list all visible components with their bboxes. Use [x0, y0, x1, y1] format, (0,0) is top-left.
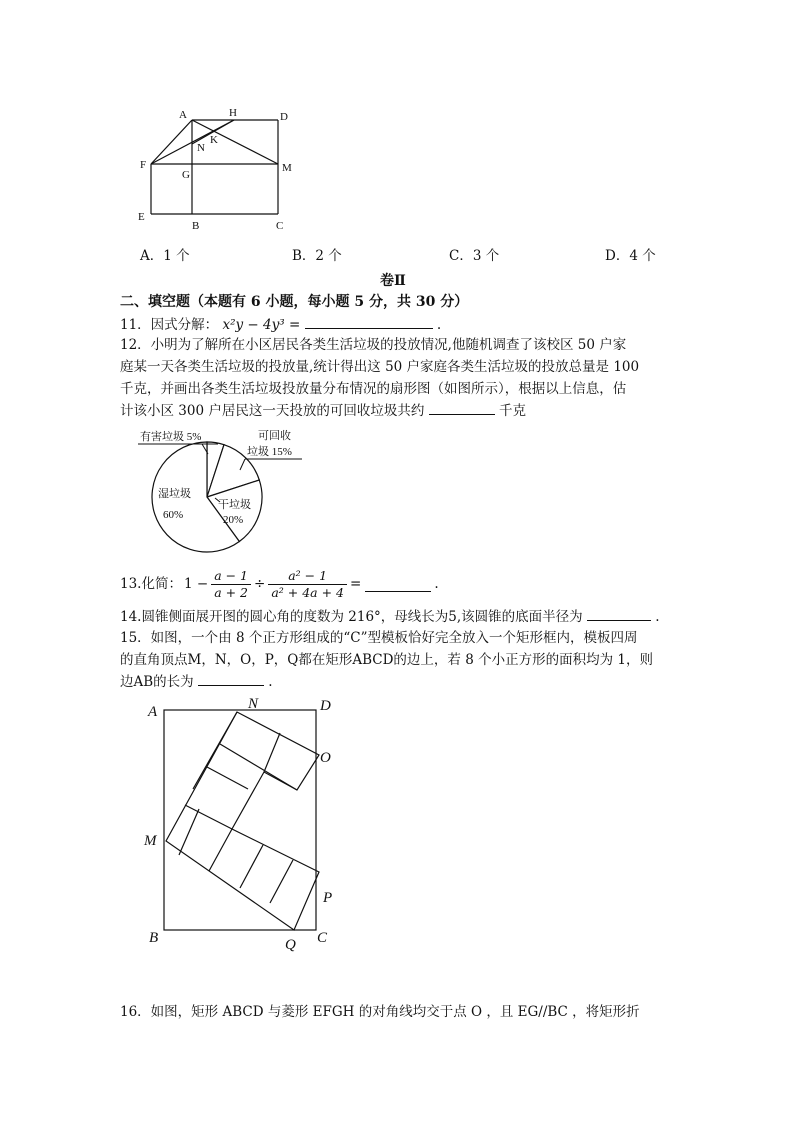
q13-equals: =: [350, 576, 362, 592]
q12-answer-blank[interactable]: [429, 400, 495, 415]
q11-suffix: .: [436, 317, 442, 333]
q13-prefix: 13.化简：: [120, 576, 182, 592]
q11-expression: x²y − 4y³ =: [222, 317, 301, 333]
grid-line-2: [220, 744, 297, 790]
q15-line-3-suffix: .: [268, 674, 273, 690]
q13-fraction-1-denominator: a + 2: [214, 584, 249, 600]
volume-title: 卷Ⅱ: [380, 273, 406, 289]
grid-line-9: [270, 860, 293, 903]
label-D: D: [320, 698, 331, 714]
q13-divide-sign: ÷: [254, 576, 266, 592]
label-C: C: [276, 220, 284, 232]
label-F: F: [140, 159, 147, 171]
q12-line-2: 庭某一天各类生活垃圾的投放量,统计得出这 50 户家庭各类生活垃圾的投放总量是 100: [120, 359, 640, 375]
q15-line-1: 15．如图，一个由 8 个正方形组成的“C”型模板恰好完全放入一个矩形框内，模板四周: [120, 630, 638, 646]
label-K: K: [210, 134, 218, 146]
q13-fraction-2-numerator: a² − 1: [268, 568, 347, 585]
option-d: D．4 个: [605, 248, 656, 264]
q13-fraction-2-denominator: a² + 4a + 4: [271, 584, 344, 600]
label-C: C: [317, 930, 328, 946]
q13-one-minus: 1 −: [183, 576, 209, 592]
q16-line-1: 16．如图，矩形 ABCD 与菱形 EFGH 的对角线均交于点 O ，且 EG//BC ，将矩形折: [120, 1004, 640, 1020]
q13-answer-blank[interactable]: [365, 577, 431, 592]
q13-fraction-1-numerator: a − 1: [211, 568, 251, 585]
q12-line-4: [120, 400, 526, 421]
q15-line-3-prefix: 边AB的长为: [120, 674, 194, 690]
pie-label-dry-1: 干垃圾: [218, 499, 251, 511]
figure-rectangle-geometry: [130, 100, 310, 235]
label-N: N: [248, 696, 259, 712]
q13-fraction-1: [211, 568, 251, 601]
grid-line-8: [240, 845, 263, 888]
q13-suffix: .: [434, 576, 439, 592]
q12-line-4-suffix: 千克: [498, 403, 526, 419]
option-a: A．1 个: [140, 248, 190, 264]
q14-text: 14.圆锥侧面展开图的圆心角的度数为 216°，母线长为5,该圆锥的底面半径为: [120, 609, 583, 625]
grid-line-6: [179, 809, 199, 855]
label-O: O: [320, 750, 331, 766]
grid-line-7: [209, 829, 232, 871]
rectangle-ABCD: [164, 710, 316, 930]
pie-label-harmful: 有害垃圾 5%: [140, 431, 202, 443]
label-E: E: [138, 211, 145, 223]
pie-label-wet-1: 湿垃圾: [158, 488, 191, 500]
c-template-outline: [166, 712, 319, 930]
label-D: D: [280, 111, 288, 123]
pie-label-wet-2: 60%: [163, 509, 184, 521]
option-c: C．3 个: [449, 248, 500, 264]
pie-chart: [132, 422, 317, 557]
q15-answer-blank[interactable]: [198, 671, 264, 686]
pie-label-recyclable-1: 可回收: [258, 430, 291, 442]
grid-line-4: [207, 767, 248, 789]
question-14: [120, 606, 660, 627]
label-A: A: [179, 109, 187, 121]
pie-label-recyclable-2: 垃圾 15%: [247, 446, 292, 458]
pie-label-dry-2: 20%: [223, 514, 244, 526]
q12-line-3: 千克，并画出各类生活垃圾投放量分布情况的扇形图（如图所示），根据以上信息，估: [120, 381, 627, 397]
question-11: [120, 314, 441, 335]
label-M: M: [144, 833, 157, 849]
question-13: [120, 566, 439, 602]
q15-line-2: 的直角顶点M，N，O，P，Q都在矩形ABCD的边上，若 8 个小正方形的面积均为 1，则: [120, 652, 653, 668]
option-b: B．2 个: [292, 248, 342, 264]
label-P: P: [323, 890, 333, 906]
section-title: 二、填空题（本题有 6 小题，每小题 5 分，共 30 分）: [120, 294, 469, 310]
q12-line-1: 12．小明为了解所在小区居民各类生活垃圾的投放情况,他随机调查了该校区 50 户家: [120, 337, 627, 353]
label-B: B: [192, 220, 200, 232]
label-N: N: [197, 142, 205, 154]
label-Q: Q: [285, 937, 296, 953]
label-H: H: [229, 107, 237, 119]
label-M: M: [282, 162, 292, 174]
label-G: G: [182, 169, 190, 181]
grid-line-3: [264, 733, 280, 772]
q11-answer-blank[interactable]: [305, 314, 433, 329]
label-A: A: [148, 704, 158, 720]
q15-line-3: [120, 671, 273, 692]
q12-line-4-prefix: 计该小区 300 户居民这一天投放的可回收垃圾共约: [120, 403, 425, 419]
label-B: B: [149, 930, 159, 946]
q14-suffix: .: [655, 609, 660, 625]
q13-fraction-2: [268, 568, 347, 601]
segment-AF: [151, 120, 192, 164]
q14-answer-blank[interactable]: [587, 606, 651, 621]
figure-c-template-in-rectangle: [140, 692, 340, 956]
q11-prefix: 11．因式分解：: [120, 317, 219, 333]
